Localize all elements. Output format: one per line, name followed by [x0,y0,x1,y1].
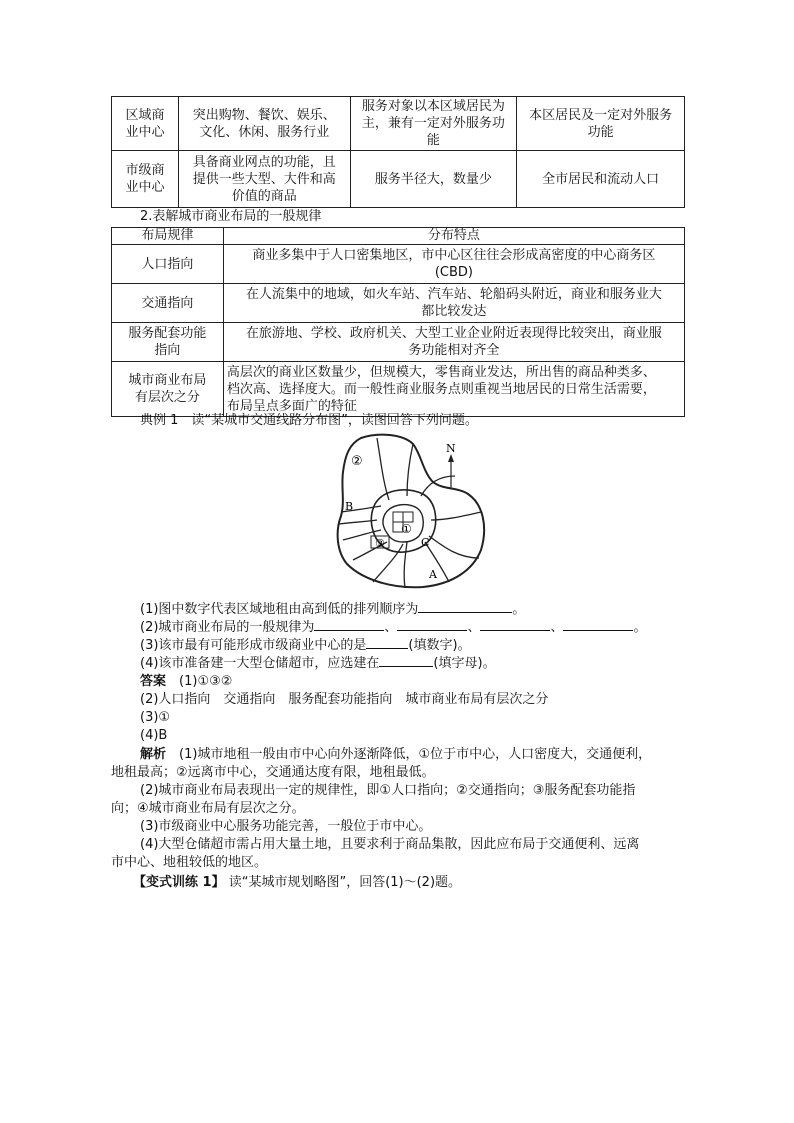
question-4: (4)该市准备建一大型仓储超市，应选建在 (填字母)。 [140,656,496,671]
label-B: B [345,500,354,513]
label-A: A [429,568,437,581]
table-cell: 交通指向 [112,284,224,323]
road [404,542,407,588]
label-circle2: ② [351,454,363,469]
answer-blank[interactable] [366,636,408,649]
analysis-line: (4)大型仓储超市需占用大量土地，且要求利于商品集散，因此应布局于交通便利、远离 [140,837,640,852]
commercial-center-table [111,96,685,208]
answer-blank[interactable] [480,618,550,631]
answer-blank[interactable] [563,618,633,631]
label-C: C [421,536,430,549]
label-circle1: ① [401,522,412,536]
answer-blank[interactable] [418,600,512,613]
table-cell: 突出购物、餐饮、娱乐、 文化、休闲、服务行业 [178,97,350,151]
north-arrow-head [448,454,454,462]
question-1: (1)图中数字代表区域地租由高到低的排列顺序为 。 [140,602,526,617]
table-header-cell: 分布特点 [223,228,684,245]
example-label: 典例 1 [140,413,179,428]
table-cell: 在旅游地、学校、政府机关、大型工业企业附近表现得比较突出，商业服 务功能相对齐全 [223,323,684,362]
variant-training [133,874,461,892]
city-transport-map [333,432,493,592]
road [429,536,479,558]
table-cell: 区域商 业中心 [112,97,179,151]
example-heading [140,412,478,430]
analysis-line: 向；④城市商业布局有层次之分。 [111,801,305,816]
table-row [112,97,685,151]
table-row [112,284,685,323]
table-cell: 服务配套功能 指向 [112,323,224,362]
layout-rules-table [111,227,685,417]
table-cell: 市级商 业中心 [112,151,179,208]
table-header-row [112,228,685,245]
answer-blank[interactable] [397,618,467,631]
analysis-label: 解析 [140,747,167,762]
road [421,476,455,496]
answer-blank[interactable] [379,654,433,667]
variant-text: 读“某城市规划略图”，回答(1)～(2)题。 [228,875,462,890]
question-3: (3)该市最有可能形成市级商业中心的是 (填数字)。 [140,638,471,653]
analysis-line: 市中心、地租较低的地区。 [111,855,268,870]
table-row [112,151,685,208]
answer-blank[interactable] [314,618,384,631]
table-row [112,362,685,417]
table-cell: 商业多集中于人口密集地区，市中心区往往会形成高密度的中心商务区 (CBD) [223,245,684,284]
example-prompt: 读“某城市交通线路分布图”，读图回答下列问题。 [191,413,478,428]
answer-4: (4)B [140,728,168,743]
table-row [112,323,685,362]
analysis-line: (2)城市商业布局表现出一定的规律性，即①人口指向；②交通指向；③服务配套功能指 [140,783,636,798]
table-cell: 服务半径大，数量少 [350,151,517,208]
road [431,512,481,520]
analysis-line: 解析 (1)城市地租一般由市中心向外逐渐降低，①位于市中心，人口密度大，交通便利， [140,747,652,762]
answer-label: 答案 [140,674,167,689]
table-cell: 高层次的商业区数量少，但规模大，零售商业发达，所出售的商品种类多、 档次高、选择度大。而一般性商业服务点则重视当地居民的日常生活需要， 布局呈点多面广的特征 [223,362,684,417]
table-header-cell: 布局规律 [112,228,224,245]
table-cell: 全市居民和流动人口 [517,151,685,208]
question-2: (2)城市商业布局的一般规律为 、 、 、 。 [140,620,647,635]
road [377,438,389,500]
road [407,444,413,496]
table-cell: 具备商业网点的功能，且 提供一些大型、大件和高 价值的商品 [178,151,350,208]
north-label: N [446,442,456,455]
table-cell: 城市商业布局 有层次之分 [112,362,224,417]
answer-3: (3)① [140,710,171,725]
section-title: 2.表解城市商业布局的一般规律 [140,209,322,224]
block [403,512,413,522]
table-cell: 服务对象以本区域居民为 主，兼有一定对外服务功 能 [350,97,517,151]
analysis-line: 地租最高；②远离市中心，交通通达度有限，地租最低。 [111,765,435,780]
analysis-line: (3)市级商业中心服务功能完善，一般位于市中心。 [140,819,432,834]
answer-1: 答案 (1)①③② [140,674,233,689]
variant-label: 【变式训练 1】 [133,875,225,890]
answer-2: (2)人口指向 交通指向 服务配套功能指向 城市商业布局有层次之分 [140,692,549,707]
block [393,512,403,522]
table-cell: 在人流集中的地域，如火车站、汽车站、轮船码头附近，商业和服务业大 都比较发达 [223,284,684,323]
label-circle3: ③ [375,537,385,550]
table-cell: 本区居民及一定对外服务 功能 [517,97,685,151]
table-row [112,245,685,284]
table-cell: 人口指向 [112,245,224,284]
